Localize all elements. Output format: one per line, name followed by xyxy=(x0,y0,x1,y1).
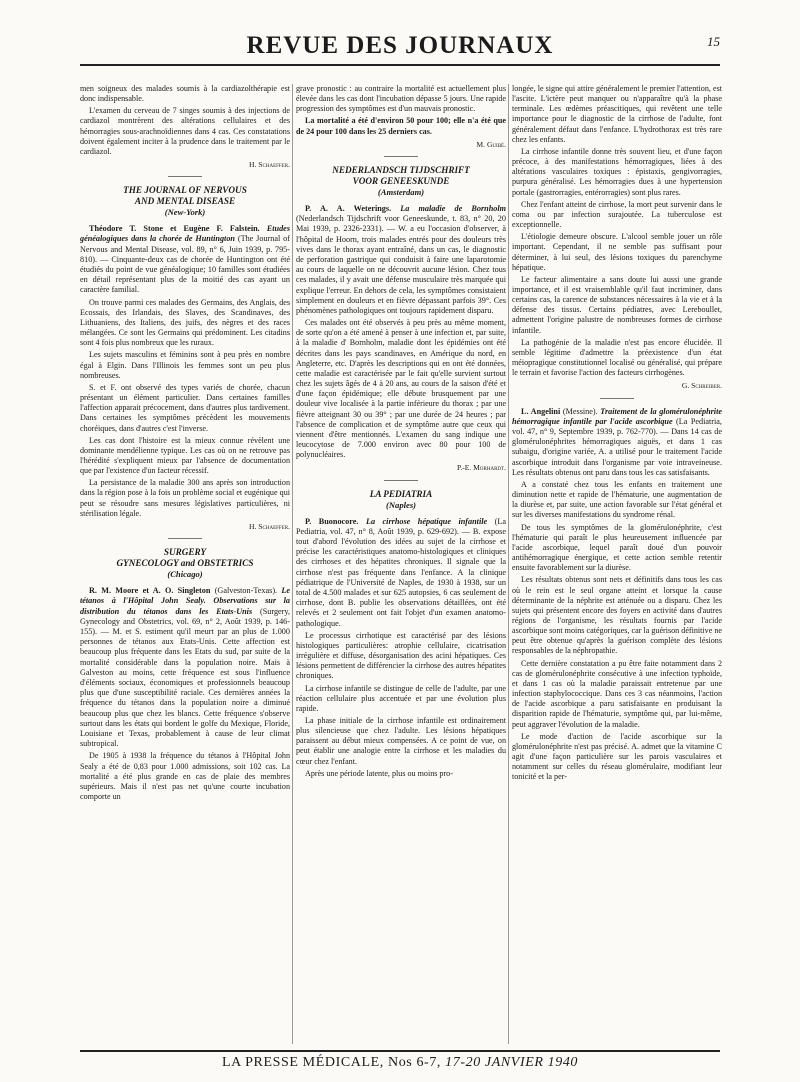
article-abstract xyxy=(80,224,290,295)
article-authors-location: (Galveston-Texas). xyxy=(210,586,282,596)
article-text: (La Pediatria, vol. 47, n° 8, Août 1939, p. 629-692). — B. expose tout d'abord l'évolution des idées au sujet de la cirrhose et précise les caractéristiques anatomo-histologiques et cliniques des cirrhoses et des hépatites chroniques. Il signale que la cirrhose n'est pas fréquente dans l'enfance. A la clinique pédiatrique de l'Université de Naples, de 1930 à 1938, sur un total de 4.500 malades et sur 625 autopsies, 6 cas seulement de cirrhose, dont B. publie les observations détaillées, ont été relevés et 2 seulement ont fait l'objet d'un examen anatomo-pathologique. xyxy=(296,516,506,628)
paragraph: Le mode d'action de l'acide ascorbique sur la glomérulonéphrite n'est pas précisé. A. admet que la vitamine C agit d'une façon particulière sur les parois vasculaires et notamment sur celles du réseau glomérulaire, modifiant leur tonicité et la per- xyxy=(512,731,722,782)
paragraph: L'examen du cerveau de 7 singes soumis à des injections de cardiazol montrèrent des altérations cellulaires et des hémorragies sous-arachnoïdiennes dans 4 cas. Ces constatations doivent également inciter à la prudence dans le traitement par le cardiazol. xyxy=(80,106,290,156)
paragraph: La cirrhose infantile se distingue de celle de l'adulte, par une réaction cellulaire plus accentuée et par une évolution plus rapide. xyxy=(296,683,506,713)
journal-name: AND MENTAL DISEASE xyxy=(134,196,236,207)
paragraph: La phase initiale de la cirrhose infantile est ordinairement plus silencieuse que chez l'adulte. Les lésions hépatiques paraissent au début mieux compensées. A ce point de vue, on peut établir une analogie entre la cirrhose et les maladies du cœur chez l'enfant. xyxy=(296,716,506,766)
paragraph: A a constaté chez tous les enfants en traitement une diminution nette et rapide de l'hématurie, une augmentation de la diurèse et, par suite, une action favorable sur l'état général et sur les diverses manifestations du syndrome rénal. xyxy=(512,479,722,520)
journal-name: THE JOURNAL OF NERVOUS xyxy=(123,185,247,196)
section-separator xyxy=(168,176,202,177)
journal-name: SURGERY xyxy=(163,547,207,558)
column-right xyxy=(512,84,722,1044)
paragraph: Les sujets masculins et féminins sont à peu près en nombre égal à Elgin. Dans l'Illinois les femmes sont un peu plus nombreuses. xyxy=(80,350,290,380)
journal-city: (New-York) xyxy=(164,207,206,218)
journal-name: GYNECOLOGY and OBSTETRICS xyxy=(116,558,254,569)
article-title: Traitement de la glomérulonéphrite hémorragique infantile par l'acide ascorbique xyxy=(512,406,722,426)
author-signature: G. Schreiber. xyxy=(681,381,722,391)
section-separator xyxy=(600,398,634,399)
page-footer xyxy=(80,1054,720,1072)
journal-city: (Chicago) xyxy=(167,569,203,580)
section-separator xyxy=(168,538,202,539)
paragraph: La cirrhose infantile donne très souvent lieu, et d'une façon précoce, à des manifestations hémorragiques, liées à des altérations vasculaires toxiques : épistaxis, gengivorragies, purpura généralisé. Les hémorragies dues à une hypertension portale (gastrorragies, entérorragies) sont plus rares. xyxy=(512,146,722,197)
footer-rule xyxy=(80,1050,720,1052)
column-divider xyxy=(508,84,509,1044)
paragraph: Le facteur alimentaire a sans doute lui aussi une grande importance, et il est vraisemblable qu'il faut incriminer, dans certains cas, la carence de substances nécessaires à la vie et à la défense des tissus. Certains pédiatres, avec Lereboullet, admettent l'origine palustre de nombreuses formes de cirrhose infantile. xyxy=(512,274,722,335)
article-authors: P. Buonocore. xyxy=(305,516,359,526)
author-signature: P.-E. Morhardt. xyxy=(456,463,506,473)
running-title: REVUE DES JOURNAUX xyxy=(246,32,554,59)
paragraph: S. et F. ont observé des types variés de chorée, chacun présentant un élément particulier. Dans certaines familles l'affection apparait précocement, dans d'autres plus tardivement. Dans certaines les symptômes précèdent les mouvements choréiques, dans d'autres c'est l'inverse. xyxy=(80,382,290,433)
article-authors: R. M. Moore et A. O. Singleton xyxy=(89,586,211,596)
article-text: (The Journal of Nervous and Mental Disease, vol. 89, n° 6, Juin 1939, p. 795-810). — Cinquante-deux cas de chorée de Huntington ont été étudiés du point de vue généalogique; 10 familles sont étudiées en détail représentant plus de la moitié des cas ayant un caractère familial. xyxy=(80,234,290,295)
section-separator xyxy=(384,480,418,481)
paragraph: Les cas dont l'histoire est la mieux connue révèlent une dominante mendélienne typique. Les cas où on ne retrouve pas l'hérédité s'expliquent mieux par l'absence de documentation que par l'existence d'un facteur récessif. xyxy=(80,435,290,476)
journal-city: (Naples) xyxy=(385,499,417,510)
article-authors: Théodore T. Stone et Eugène F. Falstein. xyxy=(89,224,260,234)
paragraph: La pathogénie de la maladie n'est pas encore élucidée. Il semble légitime d'admettre la préexistence d'un état méiopragique constitutionnel localisé ou généralisé, qui prépare le terrain et favorise l'action des facteurs cirrhogènes. xyxy=(512,337,722,378)
article-text: (La Pediatria, vol. 47, n° 9, Septembre 1939, p. 762-770). — Dans 14 cas de glomérulonéphrites hémorragiques aiguës, et dans 1 cas subaigu, d'origine variée, A. a utilisé pour le traitement l'acide ascorbique introduit dans l'organisme par voie intraveineuse. Les résultats obtenus ont paru dans tous les cas satisfaisants. xyxy=(512,416,722,477)
journal-name: LA PEDIATRIA xyxy=(369,488,433,499)
paragraph: Cette dernière constatation a pu être faite notamment dans 2 cas de glomérulonéphrite consécutive à une infection typhoïde, et dans 1 cas où la maladie paraissait entretenue par une infection staphylococcique. Dans ces 3 cas néanmoins, l'action de l'acide ascorbique a paru satisfaisante en produisant la disparition rapide de l'hématurie, symptôme qui, par lui-même, peut aggraver l'évolution de la maladie. xyxy=(512,658,722,729)
paragraph: longée, le signe qui attire généralement le premier l'attention, est l'ascite. L'ictère peut manquer ou n'apparaître qu'à la phase terminale. Les œdèmes préascitiques, qui revêtent une telle importance pour le diagnostic de la cirrhose de l'adulte, font généralement défaut dans l'enfance. L'hydrothorax est très rare chez les enfants. xyxy=(512,84,722,144)
paragraph: grave pronostic : au contraire la mortalité est actuellement plus élevée dans les cas dont l'incubation dépasse 5 jours. Une rapide progression des symptômes est d'un mauvais pronostic. xyxy=(296,84,506,114)
journal-name: NEDERLANDSCH TIJDSCHRIFT xyxy=(332,164,470,175)
article-text: (Surgery, Gynecology and Obstetrics, vol. 69, n° 2, Août 1939, p. 146-155). — M. et S. estiment qu'il meurt par an plus de 1.000 personnes de tétanos aux Etats-Unis. Cette affection est beaucoup plus fréquente dans les Etats du sud, par suite de la mortalité considérable dans la population noire. Mais à Galveston au moins, cette fréquence est sous l'influence d'éléments sociaux, économiques et professionnels beaucoup plus que d'une susceptibilité raciale. Ces dernières années la fréquence du tétanos dans la population noire a diminué beaucoup plus que chez les blancs. Cette fréquence s'observe surtout dans les états qui bordent le golfe du Mexique, Floride, Louisiane et Texas, probablement à cause de leur climat subtropical. xyxy=(80,606,290,749)
article-title: Le tétanos à l'Hôpital John Sealy. Observations sur la distribution du tétanos dans les Etats-Unis xyxy=(80,586,290,616)
paragraph: Après une période latente, plus ou moins pro- xyxy=(305,768,453,778)
paragraph: Les résultats obtenus sont nets et définitifs dans tous les cas où le rein est le seul organe atteint et lorsque la cause déterminante de la néphrite est atténuée ou a disparu. Chez les sujets qui présentent encore des foyers en activité dans d'autres régions de l'organisme, les résultats fournis par l'acide ascorbique sont moins catégoriques, car la guérison définitive ne peut être obtenue qu'après la guérison complète des lésions responsables de la néphropathie. xyxy=(512,575,722,656)
article-abstract xyxy=(80,586,290,749)
footer-journal: LA PRESSE MÉDICALE, Nos 6-7, xyxy=(221,1055,442,1070)
column-middle xyxy=(296,84,506,1044)
paragraph: La persistance de la maladie 300 ans après son introduction dans la région pose à la fois un problème social et eugénique qui peut se résoudre sans mesures législatives particulières, ni stérilisation légale. xyxy=(80,478,290,518)
article-title: La maladie de Bornholm xyxy=(400,203,506,213)
article-abstract xyxy=(512,407,722,478)
paragraph: De 1905 à 1938 la fréquence du tétanos à l'Hôpital John Sealy a été de 0,83 pour 1.000 admissions, soit 102 cas. La mortalité a été plus grande en cas de plaie des membres supérieurs. Mais il n'est pas net qu'une courte incubation comporte un xyxy=(80,751,290,801)
paragraph: L'étiologie demeure obscure. L'alcool semble jouer un rôle important. Cependant, il ne semble pas suffisant pour déterminer, à lui seul, des lésions toxiques du parenchyme hépatique. xyxy=(512,232,722,272)
column-divider xyxy=(292,84,293,1044)
journal-city: (Amsterdam) xyxy=(377,186,425,197)
article-authors-location: (Messine). xyxy=(560,406,601,416)
article-title: Etudes généalogiques dans la chorée de Huntington xyxy=(80,224,290,244)
article-abstract xyxy=(296,517,506,629)
column-left xyxy=(80,84,290,1044)
paragraph: Le processus cirrhotique est caractérisé par des lésions histologiques particulières: atrophie cellulaire, cicatrisation irrégulière et diffuse, désorganisation des acini hépatiques. Ces lésions permettent de différencier la cirrhose des autres hépatites chroniques. xyxy=(296,630,506,681)
article-authors: L. Angelini xyxy=(521,406,561,416)
paragraph: men soigneux des malades soumis à la cardiazolthérapie est donc indispensable. xyxy=(80,84,290,104)
paragraph: La mortalité a été d'environ 50 pour 100; elle n'a été que de 24 pour 100 dans les 25 derniers cas. xyxy=(296,116,506,136)
page-header xyxy=(80,30,720,62)
article-title: La cirrhose hépatique infantile xyxy=(365,516,488,526)
paragraph: On trouve parmi ces malades des Germains, des Anglais, des Ecossais, des Irlandais, des Slaves, des Scandinaves, des Lithuaniens, des Italiens, des juifs, des nègres et des races mélangées. Ce sont les Germains qui prédominent. Les citadins sont 4 fois plus nombreux que les ruraux. xyxy=(80,297,290,348)
article-authors: P. A. A. Weterings. xyxy=(305,203,392,213)
page-number: 15 xyxy=(707,34,720,49)
header-rule xyxy=(80,64,720,66)
article-abstract xyxy=(296,204,506,316)
paragraph: Chez l'enfant atteint de cirrhose, la mort peut survenir dans le coma ou par infection surajoutée. La tuberculose est exceptionnelle. xyxy=(512,199,722,230)
journal-name: VOOR GENEESKUNDE xyxy=(352,175,450,186)
paragraph: De tous les symptômes de la glomérulonéphrite, c'est l'hématurie qui paraît le plus heureusement influencée par l'acide ascorbique, lequel paraît doué d'un pouvoir antihémorragique énergique, et cette action semble retentir ensuite favorablement sur la diurèse. xyxy=(512,522,722,573)
footer-date: 17-20 JANVIER 1940 xyxy=(441,1055,579,1070)
author-signature: H. Schaeffer. xyxy=(249,160,290,170)
author-signature: M. Guibé. xyxy=(476,139,506,149)
section-separator xyxy=(384,156,418,157)
paragraph: Ces malades ont été observés à peu près au même moment, de sorte qu'on a été amené à penser à une infection et, par suite, à la maladie d' Bornholm, maladie dont les épidémies ont été décrites dans les pays scandinaves, en Amérique du nord, en Angleterre, etc. D'après les descriptions qui en ont été données, cette maladie est caractérisée par le fait qu'elle survient surtout chez les sujets âgés de 4 à 20 ans, au cours de la saison d'été et d'une façon épidémique; elle débute brusquement par une douleur vive localisée à la partie inférieure du thorax ; par une fièvre atteignant 30 ou 39° ; par une durée de 24 heures ; par l'absence de complication et de symptôme autre que ceux qui viennent d'être mentionnés. L'examen du sang indique une leucocytose de 7.000 environ avec 80 pour 100 de polynucléaires. xyxy=(296,318,506,460)
article-text: (Nederlandsch Tijdschrift voor Geneeskunde, t. 83, n° 20, 20 Mai 1939, p. 2326-2331). — W. a eu l'occasion d'observer, à l'hôpital de Hoorn, trois malades entrés pour des douleurs très vives dans le thorax ayant entraîné, dans un cas, le diagnostic de perforation gastrique qui conduisit à faire une laparotomie au cours de laquelle on ne découvrit aucune lésion. Chez tous ces malades, il y avait une défense musculaire très marquée qui explique l'erreur. En dehors de cela, les symptômes consistaient simplement en douleurs et en fièvre dépassant parfois 39°. Ces phénomènes pathologiques ont toujours rapidement disparu. xyxy=(296,214,506,315)
author-signature: H. Schaeffer. xyxy=(249,521,290,531)
